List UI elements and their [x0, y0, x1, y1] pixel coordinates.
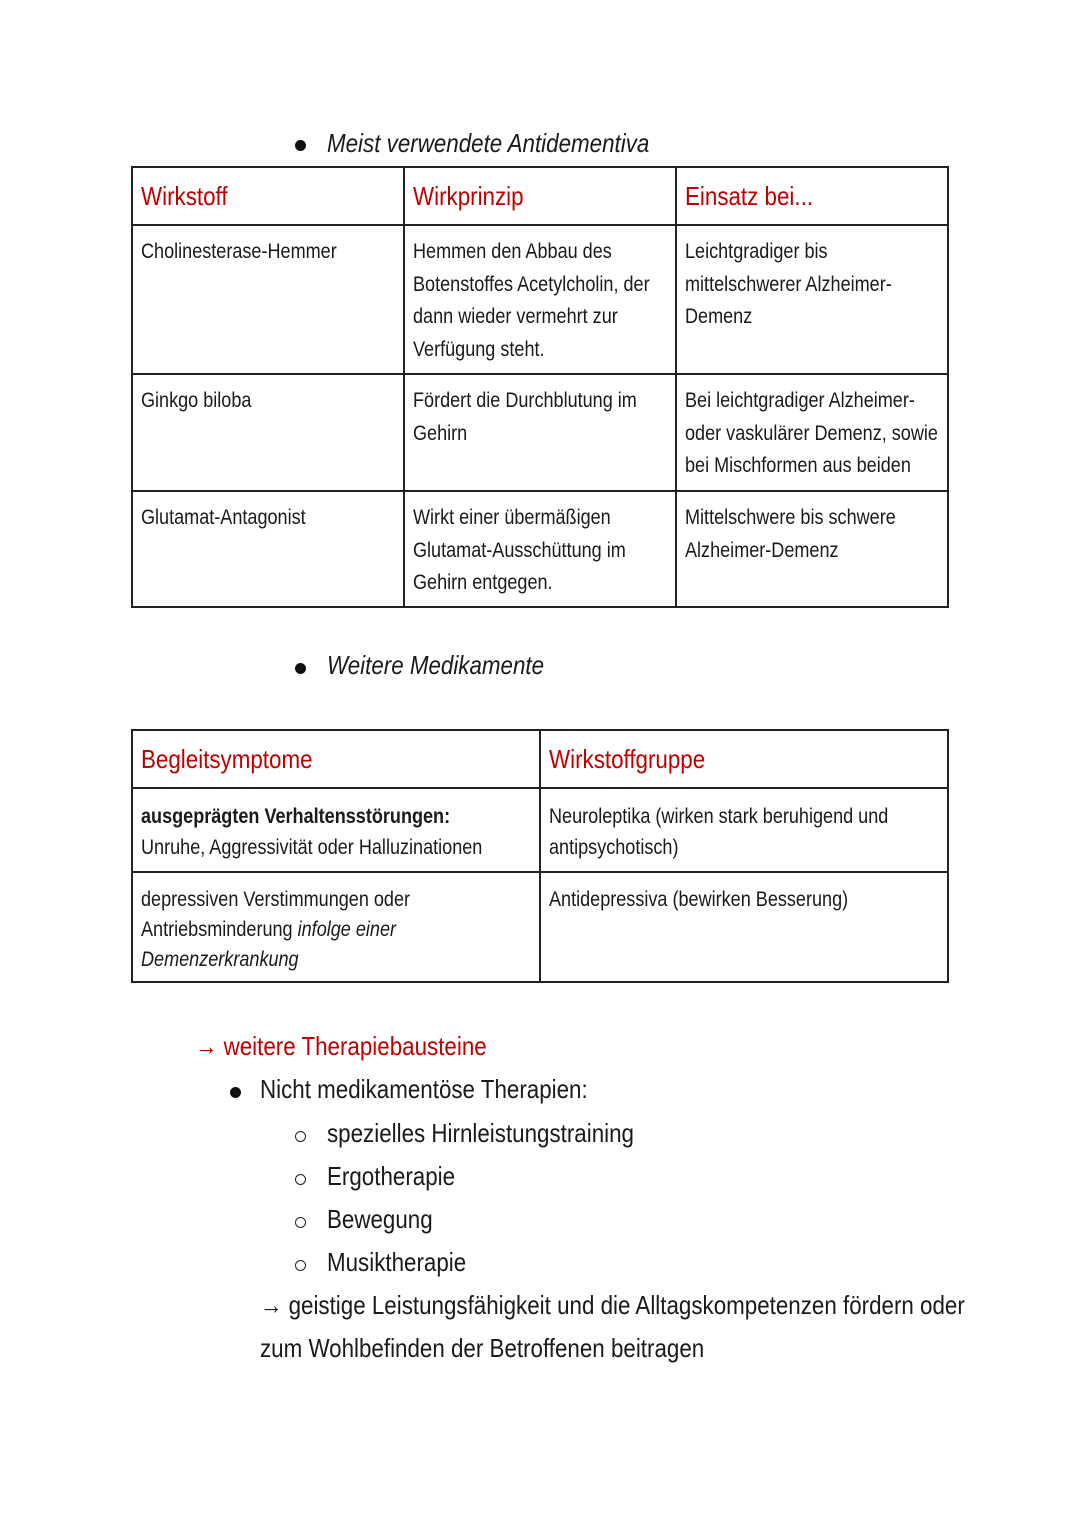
bullet-dot: [295, 663, 306, 674]
cell-wirkprinzip: Hemmen den Abbau des Botenstoffes Acetylcholin, der dann wieder vermehrt zur Verfügung steht.: [413, 240, 650, 361]
table-header-row: [132, 730, 948, 788]
header-einsatz: Einsatz bei...: [685, 180, 814, 211]
bullet-dot: [295, 140, 306, 151]
cell-wirkstoffgruppe: Neuroleptika (wirken stark beruhigend und antipsychotisch): [549, 805, 889, 859]
cell-wirkprinzip: Fördert die Durchblutung im Gehirn: [413, 389, 637, 445]
conclusion-line-1: → geistige Leistungsfähigkeit und die Alltagskompetenzen fördern oder: [260, 1290, 965, 1320]
nicht-medikamentoes-bullet: Nicht medikamentöse Therapien:: [260, 1074, 588, 1104]
cell-wirkstoff: Glutamat-Antagonist: [141, 506, 306, 529]
circle-bullet-icon: [295, 1217, 306, 1228]
header-wirkprinzip: Wirkprinzip: [413, 180, 524, 211]
therapie-heading: → weitere Therapiebausteine: [195, 1031, 487, 1061]
begleitsymptome-table: [131, 729, 949, 983]
table-row: [132, 491, 948, 607]
list-item: Bewegung: [327, 1204, 433, 1234]
cell-einsatz: Leichtgradiger bis mittelschwerer Alzheimer-Demenz: [685, 240, 892, 328]
cell-wirkstoffgruppe: Antidepressiva (bewirken Besserung): [549, 888, 849, 911]
cell-einsatz: Mittelschwere bis schwere Alzheimer-Demenz: [685, 506, 896, 562]
symptom-italic: infolge einer Demenzerkrankung: [141, 918, 397, 971]
table-row: [132, 225, 948, 374]
cell-wirkstoff: Ginkgo biloba: [141, 389, 252, 412]
header-wirkstoffgruppe: Wirkstoffgruppe: [549, 743, 706, 774]
symptom-detail: depressiven Verstimmungen oder Antriebsminderung: [141, 888, 411, 941]
table-row: [132, 788, 948, 872]
circle-bullet-icon: [295, 1260, 306, 1271]
table-header-row: [132, 167, 948, 225]
antidementiva-table: [131, 166, 949, 608]
cell-wirkstoff: Cholinesterase-Hemmer: [141, 240, 337, 263]
conclusion-line-2: zum Wohlbefinden der Betroffenen beitragen: [260, 1333, 705, 1363]
cell-wirkprinzip: Wirkt einer übermäßigen Glutamat-Ausschüttung im Gehirn entgegen.: [413, 506, 626, 594]
list-item: Musiktherapie: [327, 1247, 467, 1277]
header-begleitsymptome: Begleitsymptome: [141, 743, 313, 774]
symptom-detail: Unruhe, Aggressivität oder Halluzinationen: [141, 836, 483, 859]
list-item: Ergotherapie: [327, 1161, 456, 1191]
header-wirkstoff: Wirkstoff: [141, 180, 228, 211]
bullet-dot: [230, 1087, 241, 1098]
circle-bullet-icon: [295, 1174, 306, 1185]
section-heading-antidementiva: Meist verwendete Antidementiva: [327, 128, 650, 158]
section-heading-weitere-medikamente: Weitere Medikamente: [327, 650, 545, 680]
list-item: spezielles Hirnleistungstraining: [327, 1118, 634, 1148]
circle-bullet-icon: [295, 1131, 306, 1142]
table-row: [132, 374, 948, 491]
symptom-bold: ausgeprägten Verhaltensstörungen:: [141, 805, 451, 828]
table-row: [132, 872, 948, 982]
cell-einsatz: Bei leichtgradiger Alzheimer- oder vaskulärer Demenz, sowie bei Mischformen aus beiden: [685, 389, 938, 477]
